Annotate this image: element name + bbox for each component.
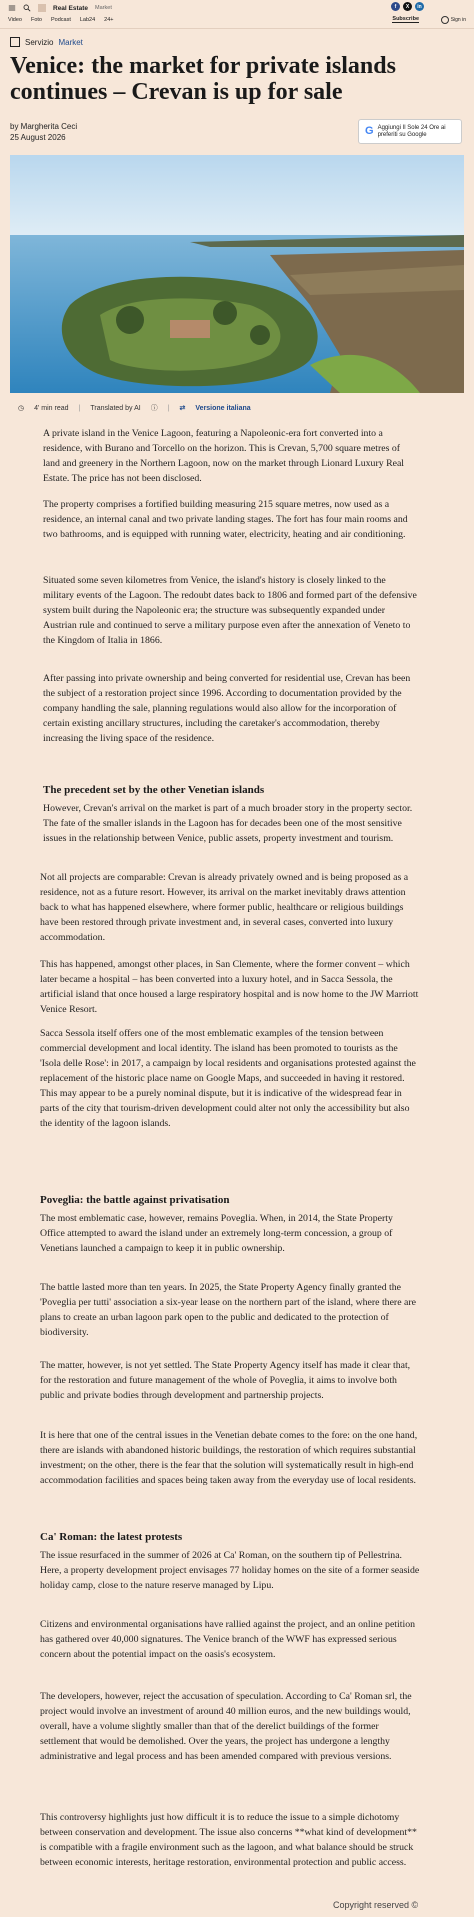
signin-label: Sign in <box>450 17 466 23</box>
ai-translation-note: Translated by AI <box>90 404 141 412</box>
paragraph: After passing into private ownership and being converted for residential use, Crevan has been the subject of a restoration project since 1996. According to documentation provided by the company handling the sale, planning regulations would also allow for the incorporation of certain existing ancillary structures, including the caretaker's accommodation, thereby increasing the living space of the residence. <box>43 673 411 744</box>
clock-icon: ◷ <box>18 405 25 412</box>
nav-item-lab24[interactable]: Lab24 <box>79 17 96 23</box>
read-time: 4' min read <box>34 404 69 412</box>
document-icon <box>10 37 20 47</box>
paragraph: The most emblematic case, however, remains Poveglia. When, in 2014, the State Property Office attempted to award the island under an extremely long-term concession, a group of Venetians launched a campaign to keep it in public ownership. <box>40 1213 393 1254</box>
nav-item-foto[interactable]: Foto <box>30 17 42 23</box>
article-title: Venice: the market for private islands continues – Crevan is up for sale <box>10 53 396 105</box>
top-navigation-bar <box>0 0 474 29</box>
brand-name[interactable]: Real Estate <box>53 4 89 12</box>
google-preferred-button[interactable] <box>358 119 462 144</box>
subscribe-link[interactable]: Subscribe <box>392 16 419 22</box>
translate-icon: ⇄ <box>179 405 186 412</box>
separator: | <box>78 404 81 412</box>
section-label: Servizio <box>25 37 54 47</box>
nav-item-podcast[interactable]: Podcast <box>50 17 71 23</box>
paragraph: This has happened, amongst other places, in San Clemente, where the former convent – which later became a hospital – has been converted into a luxury hotel, and in Sacca Sessola, the artificial island that once housed a large respiratory hospital and is now home to the JW Marriott Venice Resort. <box>40 959 419 1015</box>
paragraph: This controversy highlights just how difficult it is to reduce the issue to a simple dichotomy between conservation and development. The issue also concerns **what kind of development** is compatible with a fragile environment such as the lagoon, and what balance should be struck between economic interests, heritage restoration, environmental protection and public access. <box>40 1812 417 1868</box>
author: by Margherita Ceci <box>10 122 78 131</box>
google-button-label: Aggiungi Il Sole 24 Ore ai preferiti su Google <box>377 124 446 138</box>
paragraph: Not all projects are comparable: Crevan is already privately owned and is being proposed as a residence, not as a future resort. However, its arrival on the market inevitably draws attention back to what has happened elsewhere, where former public, healthcare or religious buildings have been restored through private investment and, in several cases, converted into luxury accommodation. <box>40 872 409 943</box>
brand-section[interactable]: Market <box>95 5 112 11</box>
social-links <box>391 2 424 11</box>
search-icon[interactable] <box>23 4 31 12</box>
section-heading: The precedent set by the other Venetian islands <box>43 784 265 796</box>
separator: | <box>167 404 170 412</box>
paragraph: It is here that one of the central issues in the Venetian debate comes to the fore: on the one hand, there are islands with abandoned historic buildings, the restoration of which requires substantial investment; on the other, there is the fear that the solution will systematically result in high-end accommodation facilities and spaces being taken away from the everyday use of local residents. <box>40 1430 418 1486</box>
category-link[interactable]: Market <box>58 37 83 47</box>
copyright-notice: Copyright reserved © <box>333 1900 419 1910</box>
article-meta <box>18 403 251 413</box>
paragraph: The issue resurfaced in the summer of 2026 at Ca' Roman, on the southern tip of Pellestrina. Here, a property development project envisages 77 holiday homes on the site of a former seaside holiday camp, close to the nature reserve managed by Lipu. <box>40 1550 420 1591</box>
paragraph: Sacca Sessola itself offers one of the most emblematic examples of the tension between commercial development and local identity. The island has been promoted to tourists as the 'Isola delle Rose': in 2017, a campaign by local residents and organisations protested against the replacement of the historic place name on Google Maps, and succeeded in having it restored. This may appear to be a purely nominal dispute, but it is indicative of the widespread fear in parts of the city that tourism-driven development could alter not only the accessibility but also the identity of the lagoon islands. <box>40 1028 416 1129</box>
paragraph: The battle lasted more than ten years. In 2025, the State Property Agency finally granted the 'Poveglia per tutti' association a six-year lease on the northern part of the island, where there are plans to create an urban lagoon park open to the public and dedicated to the protection of biodiversity. <box>40 1282 416 1338</box>
paragraph: Citizens and environmental organisations have rallied against the project, and an online petition has gathered over 40,000 signatures. The Venice branch of the WWF has expressed serious concern about the potential impact on the oasis's ecosystem. <box>40 1619 415 1660</box>
article-header <box>10 37 465 105</box>
paragraph: The matter, however, is not yet settled. The State Property Agency itself has made it clear that, for the restoration and future management of the whole of Poveglia, it aims to involve both public and private bodies through development and partnership projects. <box>40 1360 411 1401</box>
publish-date: 25 August 2026 <box>10 133 66 142</box>
menu-icon[interactable] <box>8 4 16 12</box>
paragraph: Situated some seven kilometres from Venice, the island's history is closely linked to the military events of the Lagoon. The redoubt dates back to 1806 and formed part of the defensive system built during the Napoleonic era; the structure was subsequently expanded under Austrian rule and continued to serve a military purpose even after the annexation of Veneto to the Kingdom of Italia in 1866. <box>43 575 417 646</box>
facebook-icon[interactable]: f <box>391 2 400 11</box>
nav-item-video[interactable]: Video <box>8 17 22 23</box>
section-heading: Poveglia: the battle against privatisation <box>40 1194 230 1206</box>
user-icon <box>441 16 449 24</box>
byline <box>10 121 77 143</box>
section-line <box>10 37 465 47</box>
logo-mark-icon <box>38 4 46 12</box>
italian-version-link[interactable]: Versione italiana <box>195 404 251 412</box>
hero-image <box>10 155 464 393</box>
paragraph: The developers, however, reject the accusation of speculation. According to Ca' Roman srl, the project would involve an investment of around 40 million euros, and the new buildings would, overall, have a volume slightly smaller than that of the derelict buildings of the former settlement that would be demolished. Over the years, the project has undergone a lengthy administrative and legal process and has been amended compared with previous versions. <box>40 1691 412 1762</box>
x-icon[interactable]: X <box>403 2 412 11</box>
paragraph: However, Crevan's arrival on the market is part of a much broader story in the property sector. The fate of the smaller islands in the Lagoon has for decades been one of the most sensitive issues in the relationship between Venice, public assets, property investment and tourism. <box>43 803 413 844</box>
google-icon: G <box>365 125 374 137</box>
paragraph: A private island in the Venice Lagoon, featuring a Napoleonic-era fort converted into a residence, with Burano and Torcello on the horizon. This is Crevan, 5,700 square metres of land and greenery in the Northern Lagoon, now on the market through Lionard Luxury Real Estate. The price has not been disclosed. <box>43 428 405 484</box>
section-heading: Ca' Roman: the latest protests <box>40 1531 183 1543</box>
paragraph: The property comprises a fortified building measuring 215 square metres, now used as a residence, an internal canal and two private landing stages. The fort has four main rooms and two bathrooms, and is equipped with running water, electricity, heating and air conditioning. <box>43 499 408 540</box>
info-icon[interactable]: ⓘ <box>150 405 158 412</box>
nav-item-24plus[interactable]: 24+ <box>104 17 114 23</box>
signin-link[interactable] <box>441 16 466 24</box>
linkedin-icon[interactable]: in <box>415 2 424 11</box>
